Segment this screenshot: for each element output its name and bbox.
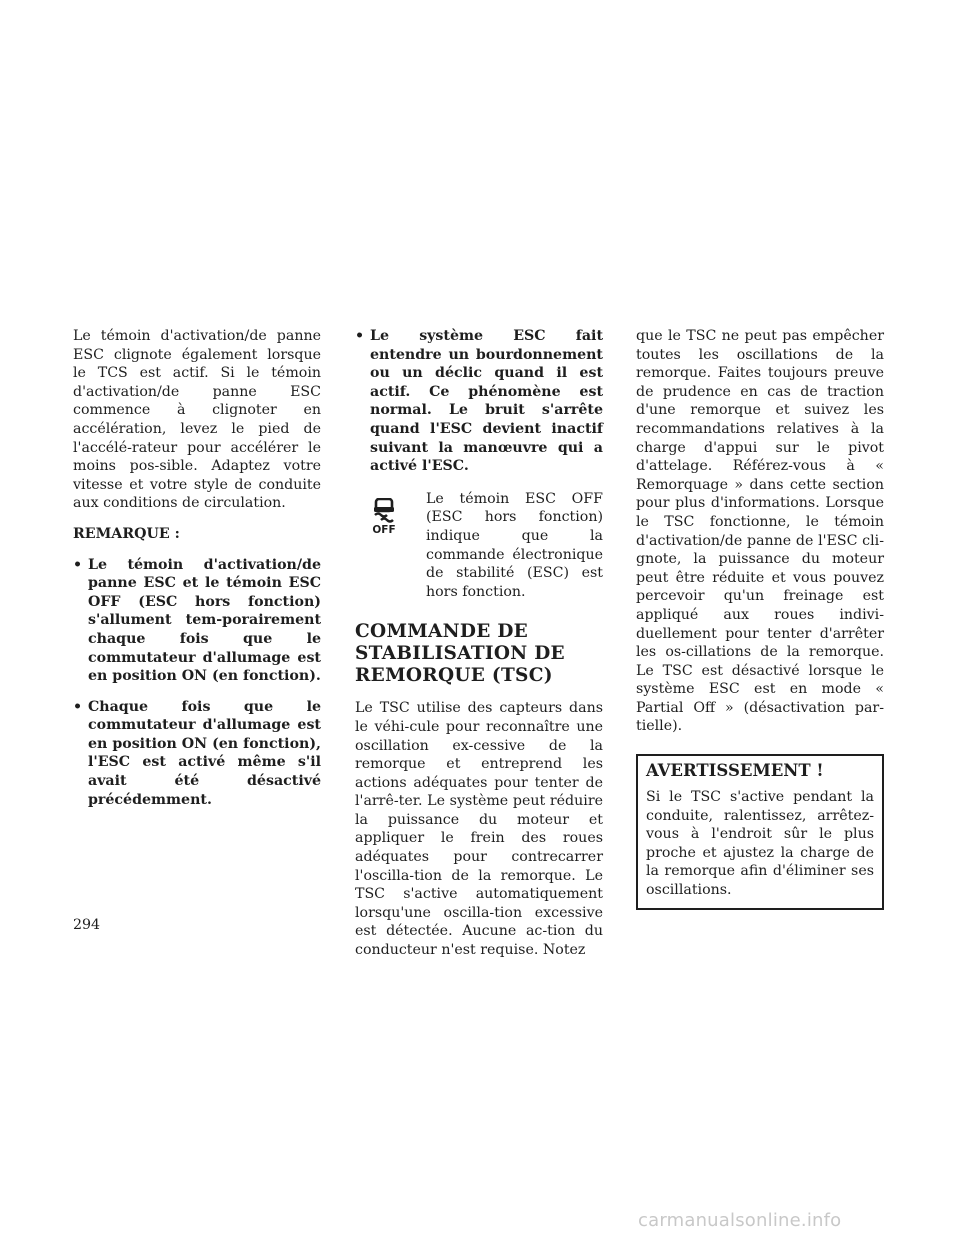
watermark: carmanualsonline.info [638,1210,842,1231]
esc-off-indicator-row [370,490,603,602]
esc-off-description: Le témoin ESC OFF (ESC hors fonction) indique que la commande électronique de stabilité (ESC) est hors fonction. [426,490,603,600]
tsc-continued-paragraph: que le TSC ne peut pas empêcher toutes les oscillations de la remorque. Faites toujours preuve de prudence en cas de traction d'une remorque et suivez les recommandations relatives à la charge d'appui sur le pivot d'attelage. Référez-vous à « Remorquage » dans cette section pour plus d'informations. Lorsque le TSC fonctionne, le témoin d'activation/de panne de l'ESC cli-gnote, la puissance du moteur peut être réduite et vous pouvez percevoir qu'un freinage est appliqué aux roues indivi-duellement pour tenter d'arrêter les os-cillations de la remorque. Le TSC est désactivé lorsque le système ESC est en mode « Partial Off » (désactivation par-tielle). [636,328,884,735]
warning-box [636,754,884,910]
off-label: OFF [372,523,396,534]
note-bullet [73,698,321,810]
esc-noise-bullet [355,327,603,476]
tsc-heading: COMMANDE DE STABILISATION DE REMORQUE (TSC) [355,621,565,687]
skidding-car-icon [370,498,398,534]
right-column [636,327,884,910]
warning-text: Si le TSC s'active pendant la conduite, ralentissez, arrêtez-vous à l'endroit sûr le plus proche et ajustez la charge de la remorque afin d'éliminer ses oscillations. [646,789,874,899]
bullet-dot: • [73,698,83,715]
bullet-dot: • [73,556,83,573]
esc-off-icon [370,490,410,602]
note-bullet-text: Le témoin d'activation/de panne ESC et le témoin ESC OFF (ESC hors fonction) s'allument tem-porairement chaque fois que le commutateur d'allumage est en position ON (en fonction). [88,556,321,685]
warning-title: AVERTISSEMENT ! [646,761,824,781]
intro-paragraph: Le témoin d'activation/de panne ESC clignote également lorsque le TCS est actif. Si le témoin d'activation/de panne ESC commence à clignoter en accélération, levez le pied de l'accélé-rateur pour accélérer le moins pos-sible. Adaptez votre vitesse et votre style de conduite aux conditions de circulation. [73,328,321,512]
middle-column [355,327,603,972]
note-label: REMARQUE : [73,525,180,542]
bullet-dot: • [355,328,365,344]
tsc-paragraph: Le TSC utilise des capteurs dans le véhi-cule pour reconnaître une oscillation ex-cessive de la remorque et entreprend les actions adéquates pour tenter de l'arrê-ter. Le système peut réduire la puissance du moteur et appliquer le frein des roues adéquates pour contrecarrer l'oscilla-tion de la remorque. Le TSC s'active automatiquement lorsqu'une oscilla-tion excessive est détectée. Aucune ac-tion du conducteur n'est requise. Notez [355,700,603,959]
esc-noise-bullet-text: Le système ESC fait entendre un bourdonnement ou un déclic quand il est actif. Ce phénomène est normal. Le bruit s'arrête quand l'ESC devient inactif suivant la manœuvre qui a activé l'ESC. [370,328,603,475]
page-number: 294 [73,917,101,933]
left-column [73,327,321,821]
note-bullet [73,556,321,686]
note-bullet-text: Chaque fois que le commutateur d'allumage est en position ON (en fonction), l'ESC est activé même s'il avait été désactivé précédemment. [88,698,321,808]
